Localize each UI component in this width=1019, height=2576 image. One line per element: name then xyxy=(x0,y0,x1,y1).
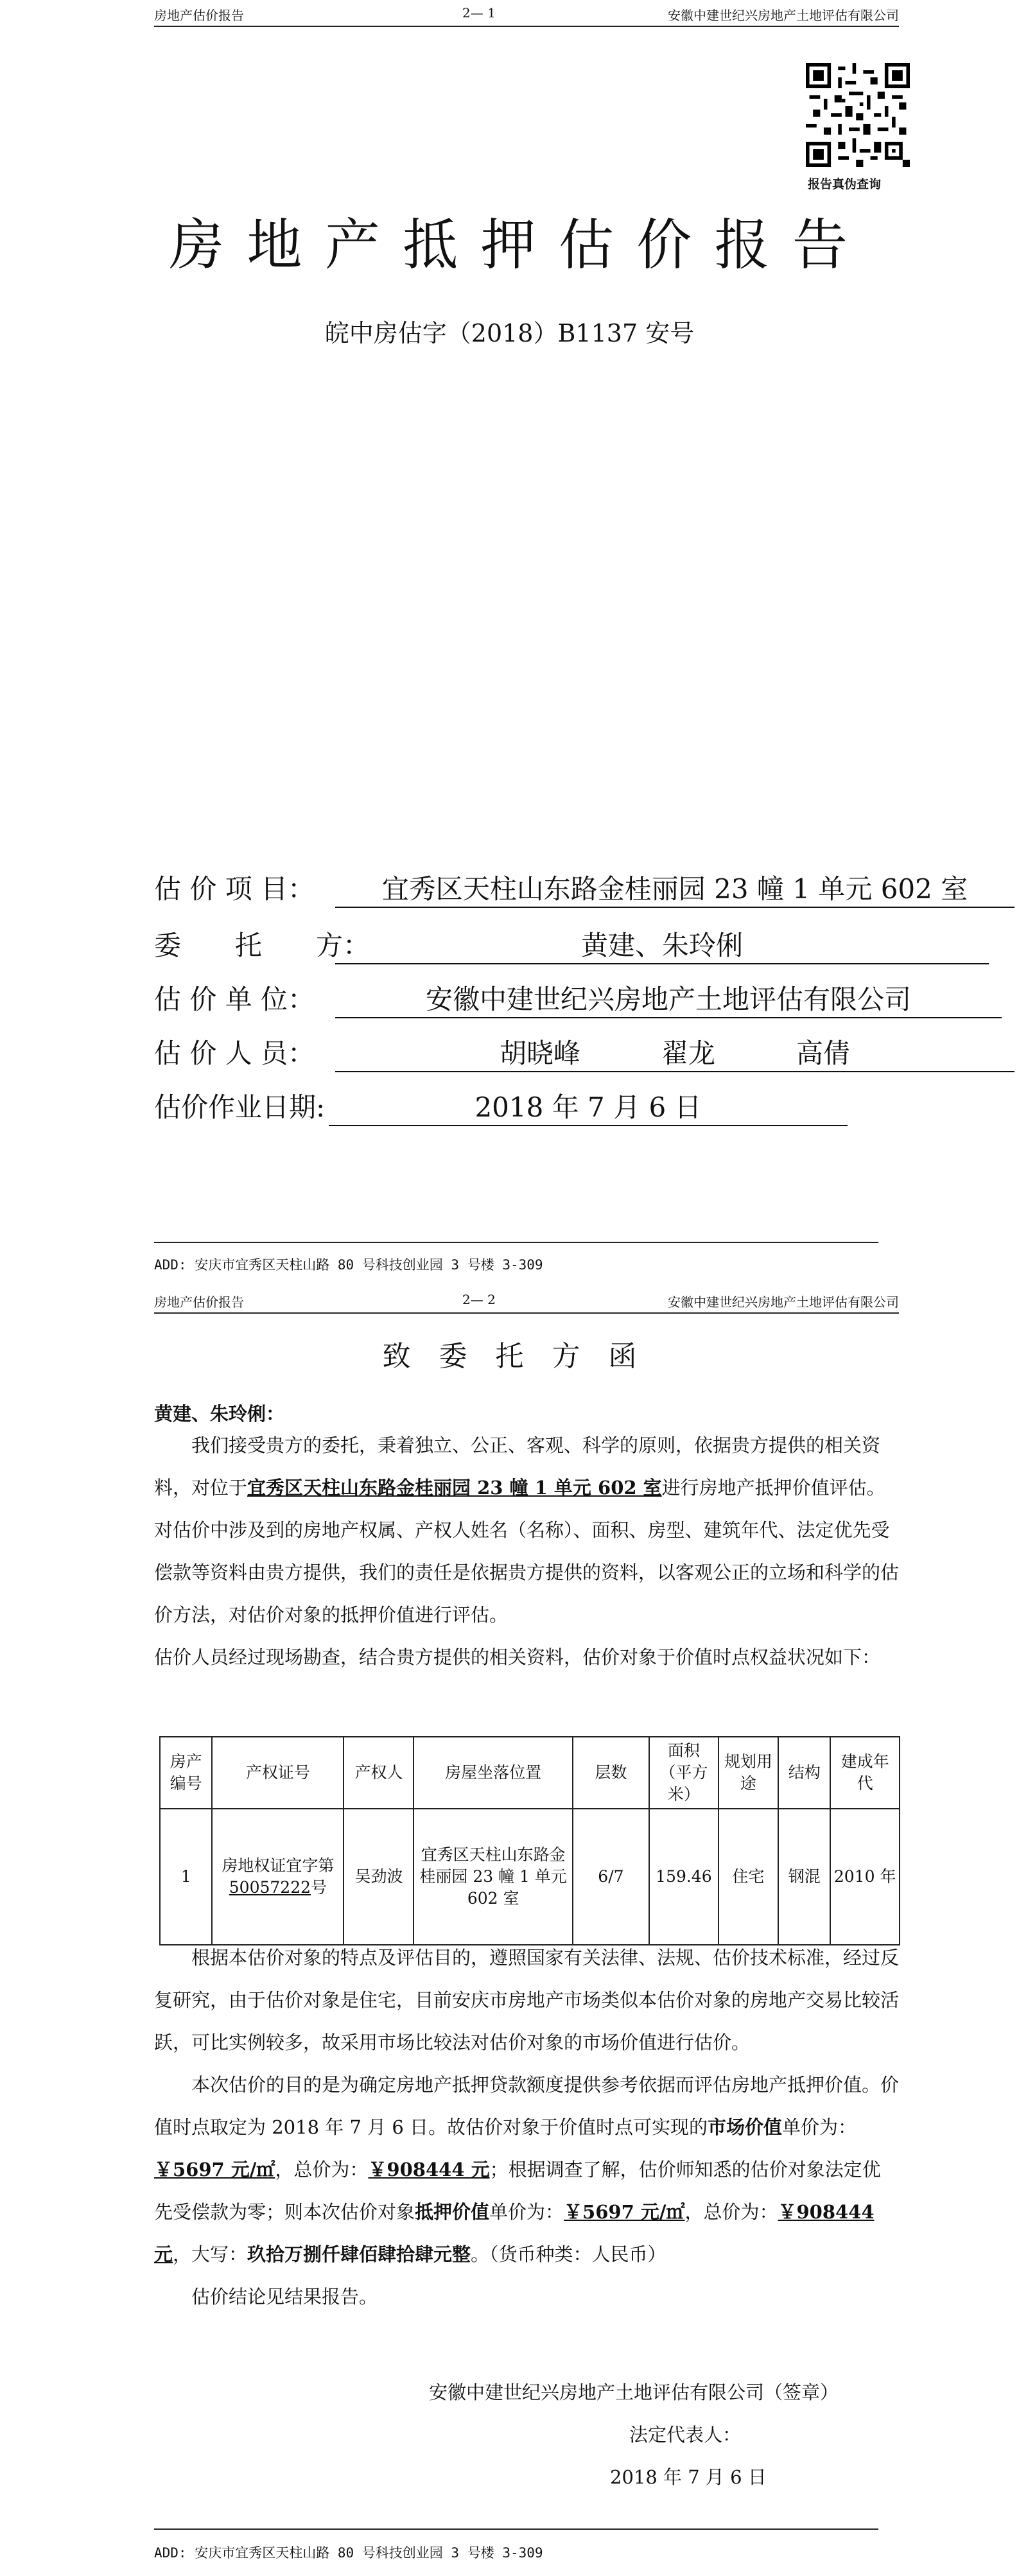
letter-salutation: 黄建、朱玲俐： xyxy=(154,1403,285,1425)
table-header: 面积（平方米） xyxy=(649,1737,719,1809)
header-page-number: 2— 1 xyxy=(462,5,496,21)
cell-cert-prefix: 房地权证宜字第 xyxy=(222,1856,335,1875)
letter-paragraph-4 xyxy=(154,2064,899,2276)
cell-area: 159.46 xyxy=(649,1809,719,1945)
field-unit-value: 安徽中建世纪兴房地产土地评估有限公司 xyxy=(335,979,1002,1018)
field-client-value: 黄建、朱玲俐 xyxy=(335,925,989,964)
p4-text: 单价为： xyxy=(489,2201,564,2223)
p4-text: 单价为： xyxy=(782,2116,857,2138)
p4-mortgage-unit-price: ￥5697 元/㎡ xyxy=(564,2201,685,2223)
letter-paragraph-5: 估价结论见结果报告。 xyxy=(191,2286,378,2308)
p4-mortgage-total-price: ￥908444 元 xyxy=(154,2201,875,2265)
p4-text: ；根据调查了解，估价师知悉的估价对象法定优先受偿款为零；则本次估价对象 xyxy=(154,2159,881,2223)
cell-floors: 6/7 xyxy=(573,1809,649,1945)
p4-text: ，总价为： xyxy=(275,2159,369,2180)
letter-paragraph-2: 估价人员经过现场勘查，结合贵方提供的相关资料，估价对象于价值时点权益状况如下： xyxy=(154,1646,881,1668)
cell-year: 2010 年 xyxy=(830,1809,900,1945)
table-header: 规划用途 xyxy=(719,1737,778,1809)
cell-no: 1 xyxy=(160,1809,212,1945)
cell-location: 宜秀区天柱山东路金桂丽园 23 幢 1 单元 602 室 xyxy=(414,1809,572,1945)
field-project-label: 估 价 项 目： xyxy=(154,873,315,905)
cell-cert-number: 50057222 xyxy=(229,1878,311,1897)
header-company: 安徽中建世纪兴房地产土地评估有限公司 xyxy=(668,8,899,23)
qr-caption: 报告真伪查询 xyxy=(808,177,882,191)
qr-code[interactable] xyxy=(806,63,910,167)
letter-title: 致 委 托 方 函 xyxy=(382,1340,637,1373)
field-client-label: 委 托 方： xyxy=(154,930,370,961)
letter-paragraph-3: 根据本估价对象的特点及评估目的，遵照国家有关法律、法规、估价技术标准，经过反复研究，由于估价对象是住宅，目前安庆市房地产市场类似本估价对象的房地产交易比较活跃，可比实例较多，故采用市场比较法对估价对象的市场价值进行估价。 xyxy=(154,1947,900,2053)
header-left: 房地产估价报告 xyxy=(154,1294,244,1310)
footer-address: ADD: 安庆市宜秀区天柱山路 80 号科技创业园 3 号楼 3-309 xyxy=(154,1257,543,1273)
page-header xyxy=(154,0,899,27)
field-appraisers-label: 估 价 人 员： xyxy=(154,1038,315,1069)
p4-text: 。（货币种类：人民币） xyxy=(471,2243,666,2265)
table-header: 结构 xyxy=(778,1737,830,1809)
cell-use: 住宅 xyxy=(719,1809,778,1945)
field-date-label: 估价作业日期: xyxy=(154,1092,326,1123)
page-header-2 xyxy=(154,1287,899,1314)
table-header: 层数 xyxy=(573,1737,649,1809)
cell-structure: 钢混 xyxy=(778,1809,830,1945)
footer-rule xyxy=(154,1242,878,1243)
header-page-number: 2— 2 xyxy=(462,1292,496,1307)
p1-text-a: 我们接受贵方的委托，秉着独立、公正、客观、科学的原则，依据贵方提供的相关资料，对位于 xyxy=(154,1434,881,1499)
p1-text-c: 进行房地产抵押价值评估。对估价中涉及到的房地产权属、产权人姓名（名称）、面积、房型、建筑年代、法定优先受偿款等资料由贵方提供，我们的责任是依据贵方提供的资料，以客观公正的立场和科学的估价方法，对估价对象的抵押价值进行评估。 xyxy=(154,1477,900,1626)
p4-text: ，总价为： xyxy=(684,2201,778,2223)
report-number: 皖中房估字（2018）B1137 安号 xyxy=(324,319,695,347)
cell-cert xyxy=(212,1809,344,1945)
letter-paragraph-1 xyxy=(154,1424,899,1636)
p4-market-value-label: 市场价值 xyxy=(708,2116,783,2138)
p4-total-price: ￥908444 元 xyxy=(368,2159,490,2180)
footer-rule-2 xyxy=(154,2528,878,2530)
header-left: 房地产估价报告 xyxy=(154,8,244,23)
report-title: 房 地 产 抵 押 估 价 报 告 xyxy=(169,213,850,277)
table-header-row xyxy=(160,1737,900,1809)
table-header: 产权人 xyxy=(344,1737,414,1809)
signature-representative: 法定代表人： xyxy=(629,2424,742,2446)
signature-company: 安徽中建世纪兴房地产土地评估有限公司（签章） xyxy=(429,2381,839,2403)
p4-text: ，大写： xyxy=(173,2243,248,2265)
signature-date: 2018 年 7 月 6 日 xyxy=(610,2466,767,2488)
p4-unit-price: ￥5697 元/㎡ xyxy=(154,2159,275,2180)
table-header: 房产编号 xyxy=(160,1737,212,1809)
field-unit-label: 估 价 单 位： xyxy=(154,984,315,1015)
table-header: 产权证号 xyxy=(212,1737,344,1809)
p4-mortgage-value-label: 抵押价值 xyxy=(415,2201,490,2223)
field-appraisers-value: 胡晓峰 翟龙 高倩 xyxy=(335,1032,1015,1072)
field-project-value: 宜秀区天柱山东路金桂丽园 23 幢 1 单元 602 室 xyxy=(335,868,1015,908)
table-row xyxy=(160,1809,900,1945)
cell-cert-suffix: 号 xyxy=(311,1878,327,1897)
table-header: 房屋坐落位置 xyxy=(414,1737,572,1809)
header-company: 安徽中建世纪兴房地产土地评估有限公司 xyxy=(668,1294,899,1310)
p1-property-address: 宜秀区天柱山东路金桂丽园 23 幢 1 单元 602 室 xyxy=(247,1477,662,1499)
p4-amount-in-words: 玖拾万捌仟肆佰肆拾肆元整 xyxy=(247,2243,471,2265)
property-table xyxy=(159,1736,900,1945)
table-header: 建成年代 xyxy=(830,1737,900,1809)
p4-text: 本次估价的目的是为确定房地产抵押贷款额度提供参考依据而评估房地产抵押价值。价值时点取定为 2018 年 7 月 6 日。故估价对象于价值时点可实现的 xyxy=(154,2074,900,2138)
cell-owner: 吴劲波 xyxy=(344,1809,414,1945)
footer-address-2: ADD: 安庆市宜秀区天柱山路 80 号科技创业园 3 号楼 3-309 xyxy=(154,2545,543,2561)
field-date-value: 2018 年 7 月 6 日 xyxy=(329,1086,848,1126)
